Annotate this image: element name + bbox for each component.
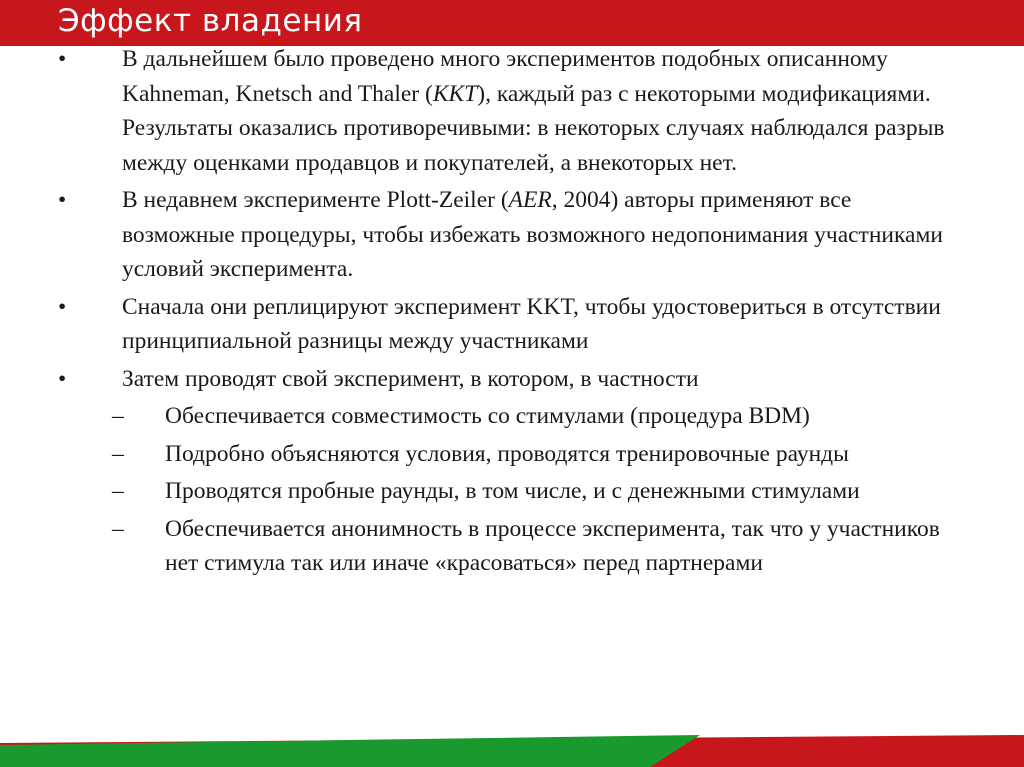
dash-marker: – xyxy=(112,515,124,542)
dash-marker: – xyxy=(112,403,124,429)
sub-bullet-item xyxy=(56,512,956,581)
bullet-text xyxy=(122,42,956,180)
italic-run: KKT xyxy=(432,80,478,107)
bullet-marker: • xyxy=(58,293,67,320)
sub-bullet-item xyxy=(56,474,956,509)
dash-marker: – xyxy=(112,440,124,467)
bullet-text xyxy=(122,290,956,359)
sub-bullet-item xyxy=(56,437,956,472)
bullet-item xyxy=(56,290,956,359)
text-run: ), каждый раз с некоторыми модификациями. Результаты оказались противоречивыми: в некоторых случаях наблюдался разрыв между оценками продавцов и покупателей, а внекоторых нет. xyxy=(122,80,945,176)
sub-bullet-text: Обеспечивается анонимность в процессе эксперимента, так что у участников нет стимула так или иначе «красоваться» перед партнерами xyxy=(165,515,940,576)
bullet-item xyxy=(56,362,956,397)
dash-marker: – xyxy=(112,478,124,504)
text-run: В дальнейшем было проведено много экспериментов подобных описанному Kahneman, Knetsch and Thaler ( xyxy=(122,46,888,107)
sub-bullet-text: Подробно объясняются условия, проводятся тренировочные раунды xyxy=(165,440,849,467)
footer-green-wedge xyxy=(0,735,700,767)
sub-bullet-item xyxy=(56,399,956,434)
text-run: Сначала они реплицируют эксперимент KKT, чтобы удостовериться в отсутствии принципиальной разницы между участниками xyxy=(122,293,941,354)
slide-content xyxy=(56,42,956,584)
text-run: , 2004) авторы применяют все возможные процедуры, чтобы избежать возможного недопонимания участниками условий эксперимента. xyxy=(122,187,943,282)
bullet-marker: • xyxy=(58,46,67,72)
bullet-marker: • xyxy=(58,187,67,213)
bullet-text xyxy=(122,183,956,287)
slide-title: Эффект владения xyxy=(58,3,363,39)
italic-run: AER xyxy=(508,187,552,213)
sub-bullet-text: Проводятся пробные раунды, в том числе, и с денежными стимулами xyxy=(165,478,860,504)
bullet-text xyxy=(122,362,956,397)
text-run: В недавнем эксперименте Plott-Zeiler ( xyxy=(122,187,509,213)
footer-band xyxy=(0,735,1024,767)
bullet-marker: • xyxy=(58,365,67,392)
bullet-item xyxy=(56,183,956,287)
sub-bullet-text: Обеспечивается совместимость со стимулами (процедура BDM) xyxy=(165,403,810,429)
bullet-item xyxy=(56,42,956,180)
text-run: Затем проводят свой эксперимент, в котором, в частности xyxy=(122,365,699,392)
